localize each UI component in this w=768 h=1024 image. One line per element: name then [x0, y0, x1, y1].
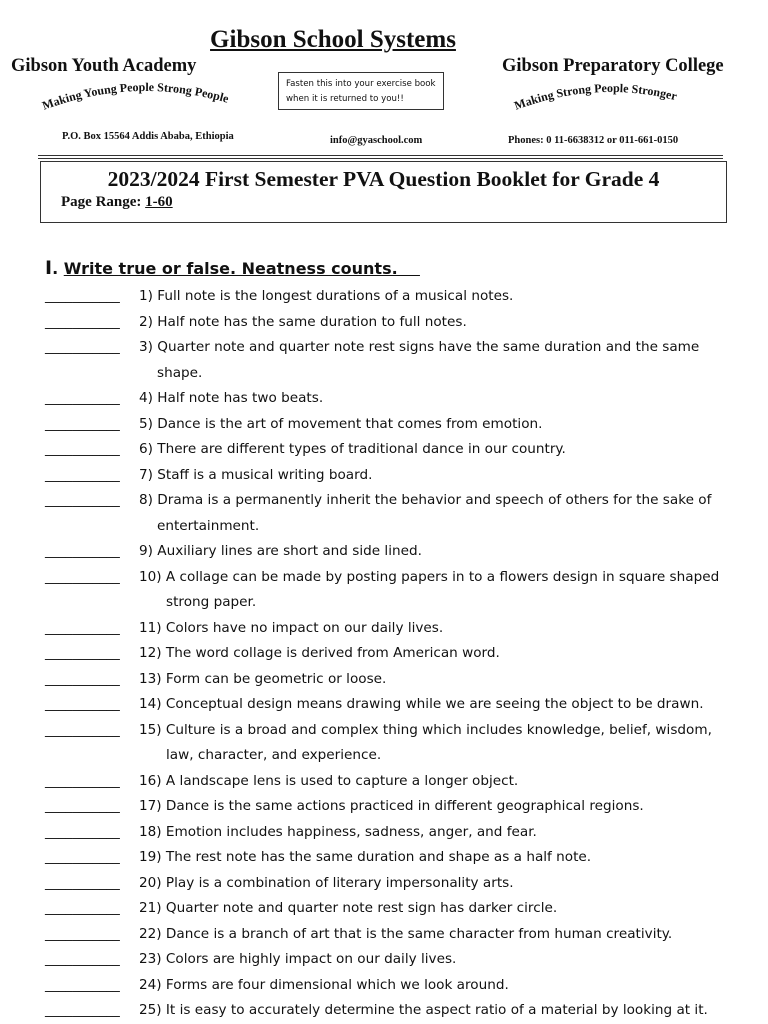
question-text: 19) The rest note has the same duration and shape as a half note.: [139, 849, 592, 865]
question-text-continued: strong paper.: [166, 594, 257, 610]
motto-right-text: Making Strong People Stronger: [512, 80, 679, 113]
question-text-continued: entertainment.: [157, 517, 260, 534]
divider-top: [38, 155, 723, 156]
question-list: [0, 284, 768, 1024]
question-item: [0, 412, 768, 438]
question-text: 3) Quarter note and quarter note rest signs have the same duration and the same: [139, 339, 700, 355]
answer-blank[interactable]: ___________: [45, 849, 120, 865]
question-text: 7) Staff is a musical writing board.: [139, 466, 373, 483]
motto-left-text: Making Young People Strong People: [40, 79, 231, 113]
answer-blank[interactable]: ___________: [45, 568, 120, 585]
answer-blank[interactable]: ___________: [45, 772, 120, 789]
answer-blank[interactable]: ___________: [45, 721, 120, 738]
question-text: 13) Form can be geometric or loose.: [139, 670, 387, 687]
question-text: 9) Auxiliary lines are short and side lined.: [139, 543, 422, 559]
question-text-continued: shape.: [157, 364, 203, 381]
answer-blank[interactable]: ___________: [45, 313, 120, 330]
question-item: [0, 947, 768, 973]
answer-blank[interactable]: ___________: [45, 466, 120, 483]
question-text: 14) Conceptual design means drawing while we are seeing the object to be drawn.: [139, 696, 704, 712]
svg-text:Making Young People Strong Peo: [40, 80, 231, 113]
question-text: 20) Play is a combination of literary impersonality arts.: [139, 874, 514, 891]
question-item: [0, 641, 768, 667]
booklet-title: 2023/2024 First Semester PVA Question Booklet for Grade 4: [107, 167, 660, 191]
answer-blank[interactable]: ___________: [45, 543, 120, 559]
question-item: [0, 284, 768, 310]
question-text: 25) It is easy to accurately determine the aspect ratio of a material by looking at it.: [139, 1002, 708, 1018]
question-text: 2) Half note has the same duration to full notes.: [139, 313, 467, 330]
page-title: Gibson School Systems: [210, 26, 456, 53]
question-item: [0, 922, 768, 948]
answer-blank[interactable]: ___________: [45, 798, 120, 814]
answer-blank[interactable]: ___________: [45, 492, 120, 508]
address: P.O. Box 15564 Addis Ababa, Ethiopia: [62, 131, 234, 142]
answer-blank[interactable]: ___________: [45, 390, 120, 406]
answer-blank[interactable]: ___________: [45, 823, 120, 840]
question-text: 24) Forms are four dimensional which we look around.: [139, 976, 509, 993]
question-item: [0, 463, 768, 489]
school-name-right: Gibson Preparatory College: [502, 56, 724, 76]
question-item: [0, 794, 768, 820]
answer-blank[interactable]: ___________: [45, 1002, 120, 1018]
phones: Phones: 0 11-6638312 or 011-661-0150: [508, 135, 679, 146]
answer-blank[interactable]: ___________: [45, 951, 120, 967]
notice-line-2: when it is returned to you!!: [286, 94, 404, 104]
notice-box: [278, 72, 444, 110]
question-text: 15) Culture is a broad and complex thing which includes knowledge, belief, wisdom,: [139, 721, 712, 738]
question-text: 17) Dance is the same actions practiced in different geographical regions.: [139, 798, 644, 814]
question-item: [0, 616, 768, 642]
section-instruction: Write true or false. Neatness counts.: [63, 259, 420, 278]
question-text: 16) A landscape lens is used to capture a longer object.: [139, 772, 519, 789]
answer-blank[interactable]: ___________: [45, 619, 120, 636]
question-item: [0, 718, 768, 769]
page-range-label: Page Range:: [61, 194, 146, 210]
divider-bottom: [38, 158, 723, 159]
school-name-left: Gibson Youth Academy: [11, 56, 197, 76]
answer-blank[interactable]: ___________: [45, 645, 120, 661]
notice-line-1: Fasten this into your exercise book: [286, 79, 436, 89]
answer-blank[interactable]: ___________: [45, 976, 120, 993]
question-item: [0, 437, 768, 463]
question-item: [0, 769, 768, 795]
question-item: [0, 692, 768, 718]
question-text: 10) A collage can be made by posting papers in to a flowers design in square shaped: [139, 568, 720, 585]
email: info@gyaschool.com: [330, 135, 423, 146]
question-text: 22) Dance is a branch of art that is the same character from human creativity.: [139, 925, 673, 942]
answer-blank[interactable]: ___________: [45, 874, 120, 891]
question-item: [0, 310, 768, 336]
section-number: I: [45, 257, 53, 279]
question-text-continued: law, character, and experience.: [166, 747, 382, 763]
answer-blank[interactable]: ___________: [45, 900, 120, 916]
question-text: 18) Emotion includes happiness, sadness, anger, and fear.: [139, 823, 537, 840]
svg-text:Making Strong People Stronger: [512, 81, 679, 113]
question-item: [0, 871, 768, 897]
question-item: [0, 539, 768, 565]
page-range: [61, 194, 173, 211]
section-heading: I. Write true or false. Neatness counts.: [45, 257, 420, 279]
page-range-value: 1-60: [145, 194, 173, 210]
question-item: [0, 896, 768, 922]
question-item: [0, 845, 768, 871]
question-item: [0, 386, 768, 412]
answer-blank[interactable]: ___________: [45, 925, 120, 942]
motto-left: [38, 80, 248, 120]
booklet-header-box: [40, 161, 727, 223]
question-item: [0, 998, 768, 1024]
question-item: [0, 973, 768, 999]
question-text: 21) Quarter note and quarter note rest sign has darker circle.: [139, 900, 558, 916]
question-text: 1) Full note is the longest durations of a musical notes.: [139, 288, 514, 304]
motto-right: [510, 80, 705, 120]
question-text: 8) Drama is a permanently inherit the behavior and speech of others for the sake of: [139, 492, 712, 508]
answer-blank[interactable]: ___________: [45, 696, 120, 712]
question-text: 4) Half note has two beats.: [139, 390, 324, 406]
question-text: 5) Dance is the art of movement that comes from emotion.: [139, 415, 543, 432]
question-text: 11) Colors have no impact on our daily lives.: [139, 619, 444, 636]
question-item: [0, 565, 768, 616]
answer-blank[interactable]: ___________: [45, 670, 120, 687]
question-item: [0, 820, 768, 846]
answer-blank[interactable]: ___________: [45, 288, 120, 304]
answer-blank[interactable]: ___________: [45, 339, 120, 355]
question-item: [0, 488, 768, 539]
question-item: [0, 335, 768, 386]
question-text: 12) The word collage is derived from American word.: [139, 645, 500, 661]
question-text: 6) There are different types of traditional dance in our country.: [139, 441, 566, 457]
answer-blank[interactable]: ___________: [45, 415, 120, 432]
question-text: 23) Colors are highly impact on our daily lives.: [139, 951, 457, 967]
answer-blank[interactable]: ___________: [45, 441, 120, 457]
question-item: [0, 667, 768, 693]
